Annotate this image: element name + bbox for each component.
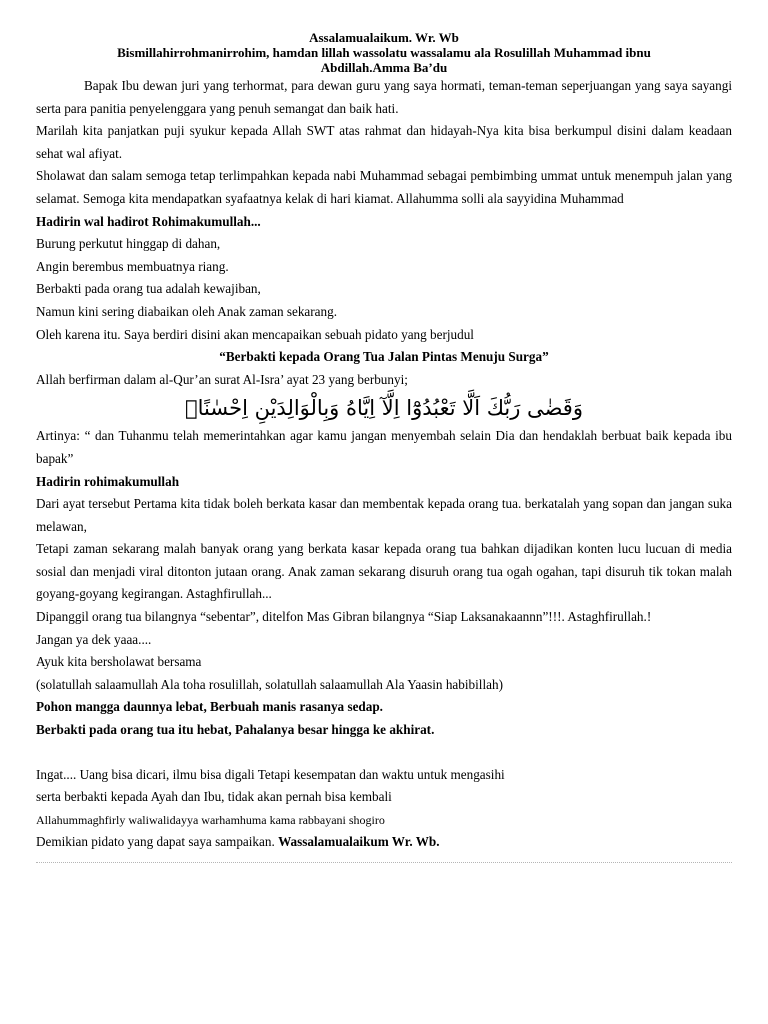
page-bottom-divider bbox=[36, 862, 732, 863]
gratitude-paragraph: Marilah kita panjatkan puji syukur kepada Allah SWT atas rahmat dan hidayah-Nya kita bisa berkumpul disini dalam keadaan sehat wal afiyat. bbox=[36, 123, 732, 161]
blank-line bbox=[36, 742, 732, 764]
greeting-heading-2: Hadirin rohimakumullah bbox=[36, 473, 180, 489]
document-content bbox=[36, 30, 732, 863]
lesson-paragraph: Dari ayat tersebut Pertama kita tidak boleh berkata kasar dan membentak kepada orang tua. berkatalah yang sopan dan jangan suka melawan, bbox=[36, 496, 732, 534]
prayer-line: Allahummaghfirly waliwalidayya warhamhuma kama rabbayani shogiro bbox=[36, 812, 385, 827]
intro-title-paragraph: Oleh karena itu. Saya berdiri disini akan mencapaikan sebuah pidato yang berjudul bbox=[36, 326, 474, 342]
sholawat-invite: Ayuk kita bersholawat bersama bbox=[36, 654, 202, 670]
poem-line: Burung perkutut hinggap di dahan, bbox=[36, 236, 221, 252]
sholawat-lyrics: (solatullah salaamullah Ala toha rosulillah, solatullah salaamullah Ala Yaasin habibillah) bbox=[36, 676, 503, 692]
header-amma-badu: Abdillah.Amma Ba’du bbox=[320, 60, 448, 75]
poem-line: Namun kini sering diabaikan oleh Anak zaman sekarang. bbox=[36, 303, 338, 319]
header-basmalah: Bismillahirrohmanirrohim, hamdan lillah wassolatu wassalamu ala Rosulillah Muhammad ibnu bbox=[117, 45, 651, 60]
quran-verse-arabic: وَقَضٰى رَبُّكَ اَلَّا تَعْبُدُوْٓا اِلَّآ اِيَّاهُ وَبِالْوَالِدَيْنِ اِحْسٰنًاۗ bbox=[185, 396, 583, 421]
opening-paragraph: Bapak Ibu dewan juri yang terhormat, para dewan guru yang saya hormati, teman-teman seperjuangan yang saya sayangi serta para panitia penyelenggara yang penuh semangat dan baik hati. bbox=[36, 78, 732, 116]
poem-line: Angin berembus membuatnya riang. bbox=[36, 258, 229, 274]
verse-translation: Artinya: “ dan Tuhanmu telah memerintahkan agar kamu jangan menyembah selain Dia dan hendaklah berbuat baik kepada ibu bapak” bbox=[36, 428, 732, 466]
speech-title: “Berbakti kepada Orang Tua Jalan Pintas Menuju Surga” bbox=[219, 349, 549, 365]
remember-line-2: serta berbakti kepada Ayah dan Ibu, tidak akan pernah bisa kembali bbox=[36, 789, 392, 805]
closing-line bbox=[36, 831, 732, 854]
called-paragraph: Dipanggil orang tua bilangnya “sebentar”, ditelfon Mas Gibran bilangnya “Siap Laksanakaannn”!!!. Astaghfirullah.! bbox=[36, 609, 652, 625]
remember-line-1: Ingat.... Uang bisa dicari, ilmu bisa digali Tetapi kesempatan dan waktu untuk mengasihi bbox=[36, 766, 505, 782]
poem-line: Berbakti pada orang tua adalah kewajiban, bbox=[36, 281, 261, 297]
reminder-line: Jangan ya dek yaaa.... bbox=[36, 631, 152, 647]
pantun-line-2: Berbakti pada orang tua itu hebat, Pahalanya besar hingga ke akhirat. bbox=[36, 722, 435, 738]
greeting-heading-1: Hadirin wal hadirot Rohimakumullah... bbox=[36, 213, 261, 229]
quran-intro: Allah berfirman dalam al-Qur’an surat Al-Isra’ ayat 23 yang berbunyi; bbox=[36, 371, 408, 387]
closing-salam: Wassalamualaikum Wr. Wb. bbox=[278, 834, 440, 850]
pantun-line-1: Pohon mangga daunnya lebat, Berbuah manis rasanya sedap. bbox=[36, 699, 383, 715]
header-greeting: Assalamualaikum. Wr. Wb bbox=[309, 30, 459, 45]
modern-times-paragraph: Tetapi zaman sekarang malah banyak orang yang berkata kasar kepada orang tua bahkan dijadikan konten lucu lucuan di media sosial dan menjadi viral ditonton jutaan orang. Anak zaman sekarang disuruh orang tua ogah ogahan, tapi disuruh tik tokan malah goyang-goyang kegirangan. Astaghfirullah... bbox=[36, 541, 732, 602]
closing-text: Demikian pidato yang dapat saya sampaikan. bbox=[36, 834, 279, 850]
sholawat-paragraph: Sholawat dan salam semoga tetap terlimpahkan kepada nabi Muhammad sebagai pembimbing ummat untuk menempuh jalan yang selamat. Semoga kita mendapatkan syafaatnya kelak di hari kiamat. Allahumma solli ala sayyidina Muhammad bbox=[36, 168, 732, 206]
